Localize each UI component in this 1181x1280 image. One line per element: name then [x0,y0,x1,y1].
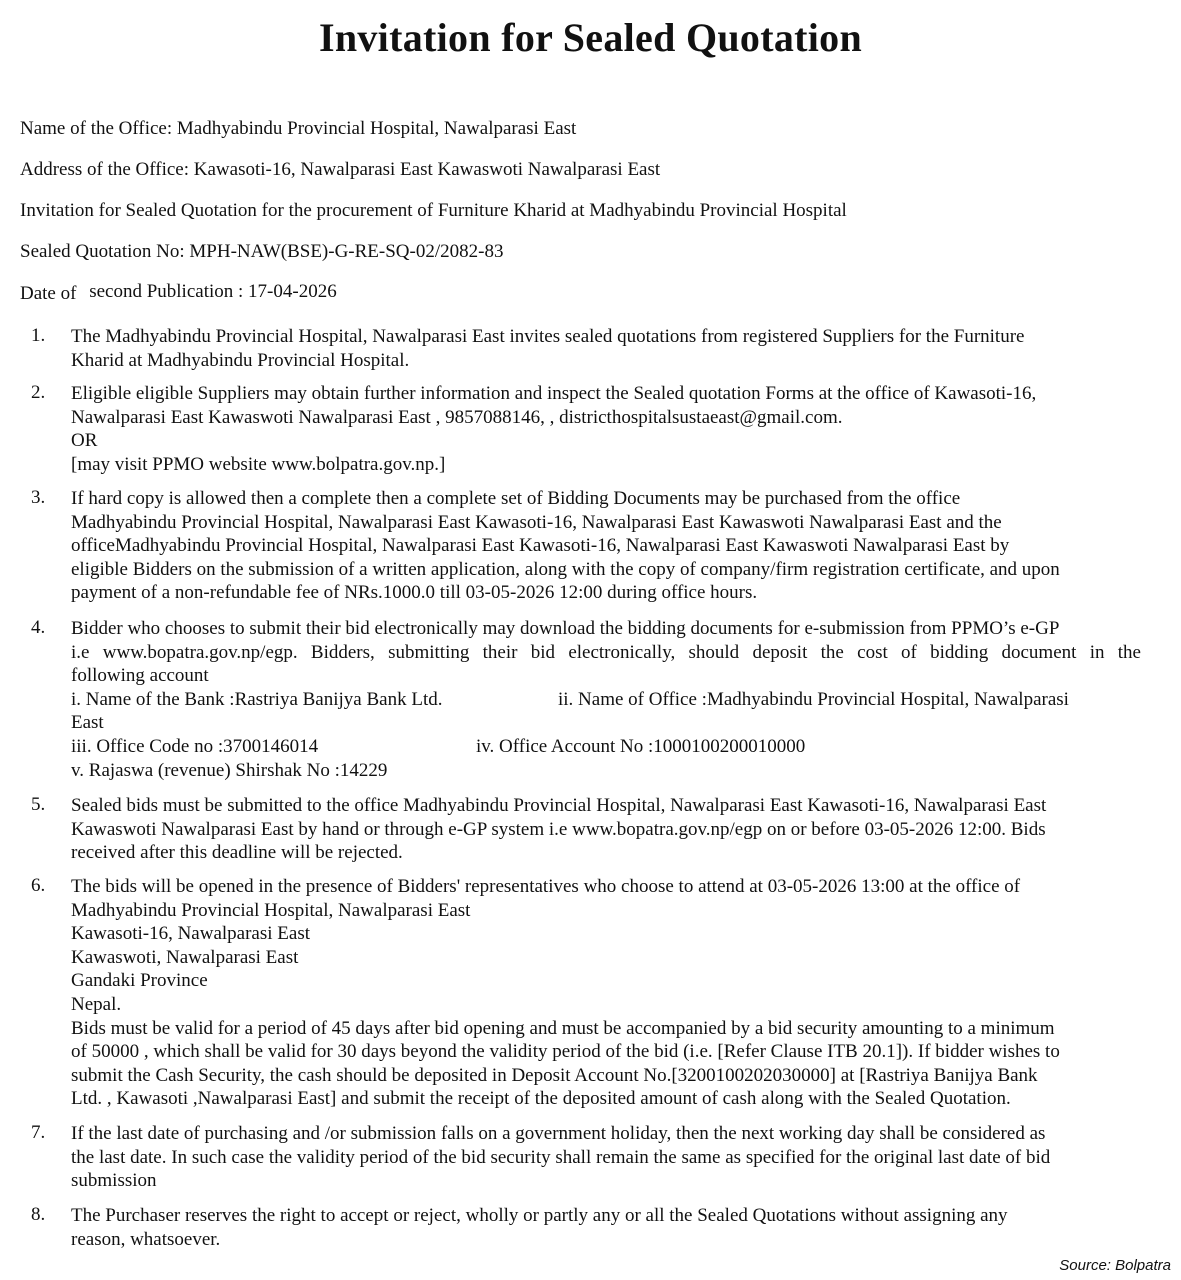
item-number: 6. [31,875,46,896]
bank-office-name-cont: East [71,712,104,734]
item-line: Bidder who chooses to submit their bid electronically may download the bidding documents for e-submission from PPMO’s e-GP [71,618,1060,639]
item-line: Gandaki Province [71,970,208,992]
item-line: submit the Cash Security, the cash should be deposited in Deposit Account No.[3200100202030000] at [Rastriya Banijya Bank [71,1064,1038,1086]
item-line: Madhyabindu Provincial Hospital, Nawalparasi East [71,899,471,921]
bank-name: i. Name of the Bank :Rastriya Banijya Bank Ltd. [71,688,443,710]
item-line: The bids will be opened in the presence of Bidders' representatives who choose to attend at 03-05-2026 13:00 at the office of [71,876,1021,897]
revenue-shirshak-no: v. Rajaswa (revenue) Shirshak No :14229 [71,759,388,781]
invitation-line: Invitation for Sealed Quotation for the procurement of Furniture Kharid at Madhyabindu Provincial Hospital [20,200,847,221]
item-number: 4. [31,617,46,638]
item-line: Kawaswoti Nawalparasi East by hand or through e-GP system i.e www.bopatra.gov.np/egp on or before 03-05-2026 12:00. Bids [71,818,1046,840]
date-prefix: Date of [20,283,77,304]
item-line: of 50000 , which shall be valid for 30 days beyond the validity period of the bid (i.e. [Refer Clause ITB 20.1]). If bidder wishes to [71,1041,1060,1063]
publication-date [20,283,337,305]
item-line: i.e www.bopatra.gov.np/egp. Bidders, submitting their bid electronically, should deposit the cost of bidding document in the [71,641,1141,663]
item-line: Kawaswoti, Nawalparasi East [71,946,299,968]
item-number: 2. [31,382,46,403]
item-line: officeMadhyabindu Provincial Hospital, Nawalparasi East Kawasoti-16, Nawalparasi East Kawaswoti Nawalparasi East by [71,535,1010,557]
item-line: If the last date of purchasing and /or submission falls on a government holiday, then the next working day shall be considered as [71,1123,1046,1144]
office-code: iii. Office Code no :3700146014 [71,735,319,757]
item-line: eligible Bidders on the submission of a written application, along with the copy of company/firm registration certificate, and upon [71,558,1060,580]
item-line: following account [71,665,209,687]
quotation-number: Sealed Quotation No: MPH-NAW(BSE)-G-RE-SQ-02/2082-83 [20,241,504,262]
item-line: If hard copy is allowed then a complete then a complete set of Bidding Documents may be purchased from the office [71,488,961,509]
item-number: 1. [31,325,46,346]
item-line: Nawalparasi East Kawaswoti Nawalparasi East , 9857088146, , districthospitalsustaeast@gmail.com. [71,406,843,428]
item-number: 8. [31,1204,46,1225]
item-line: Eligible eligible Suppliers may obtain further information and inspect the Sealed quotation Forms at the office of Kawasoti-16, [71,383,1037,404]
item-line: [may visit PPMO website www.bolpatra.gov.np.] [71,453,446,475]
item-line: Kawasoti-16, Nawalparasi East [71,923,311,945]
item-line: submission [71,1170,157,1192]
date-value: second Publication : 17-04-2026 [89,281,337,302]
page-title: Invitation for Sealed Quotation [318,15,863,60]
item-line: Sealed bids must be submitted to the office Madhyabindu Provincial Hospital, Nawalparasi East Kawasoti-16, Nawalparasi East [71,795,1047,816]
item-number: 7. [31,1122,46,1143]
office-account-no: iv. Office Account No :1000100200010000 [476,735,806,757]
item-line: payment of a non-refundable fee of NRs.1000.0 till 03-05-2026 12:00 during office hours. [71,582,758,604]
item-number: 5. [31,794,46,815]
item-number: 3. [31,487,46,508]
source-credit: Source: Bolpatra [1059,1257,1171,1274]
office-address: Address of the Office: Kawasoti-16, Nawalparasi East Kawaswoti Nawalparasi East [20,159,661,180]
item-line: The Purchaser reserves the right to accept or reject, wholly or partly any or all the Sealed Quotations without assigning any [71,1205,1008,1226]
item-line: The Madhyabindu Provincial Hospital, Nawalparasi East invites sealed quotations from registered Suppliers for the Furniture [71,326,1025,347]
item-line: Madhyabindu Provincial Hospital, Nawalparasi East Kawasoti-16, Nawalparasi East Kawaswoti Nawalparasi East and the [71,511,1002,533]
item-line: Bids must be valid for a period of 45 days after bid opening and must be accompanied by a bid security amounting to a minimum [71,1017,1055,1039]
bank-office-name: ii. Name of Office :Madhyabindu Provincial Hospital, Nawalparasi [558,688,1069,710]
item-line: Nepal. [71,993,122,1015]
item-line: OR [71,430,98,452]
item-line: the last date. In such case the validity period of the bid security shall remain the same as specified for the original last date of bid [71,1146,1051,1168]
item-line: Ltd. , Kawasoti ,Nawalparasi East] and submit the receipt of the deposited amount of cash along with the Sealed Quotation. [71,1088,1011,1110]
office-name: Name of the Office: Madhyabindu Provincial Hospital, Nawalparasi East [20,118,577,139]
item-line: reason, whatsoever. [71,1228,221,1250]
item-line: received after this deadline will be rejected. [71,842,403,864]
item-line: Kharid at Madhyabindu Provincial Hospital. [71,349,410,371]
